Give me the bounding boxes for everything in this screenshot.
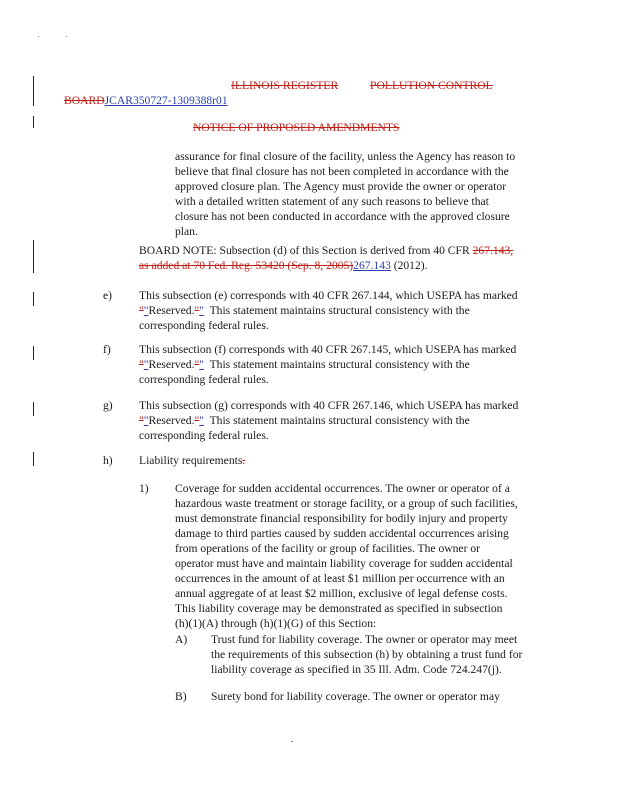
item-A-text: Trust fund for liability coverage. The owner or operator may meet the requirements of this subsection (h) by obtaining a trust fund for liability coverage as specified in 35 Ill. Adm. Code 724.247(j). <box>211 633 523 676</box>
item-label-A: A) <box>175 633 188 646</box>
scan-speck <box>291 741 293 742</box>
section-h-title: Liability requirements. <box>139 454 246 467</box>
item-B-text: Surety bond for liability coverage. The owner or operator may <box>211 690 500 703</box>
item-f-text: This subsection (f) corresponds with 40 CFR 267.145, which USEPA has marked ""Reserved."" This statement maintains structural consistency with the corresponding federal rules. <box>139 343 517 386</box>
docket-number: JCAR350727-1309388r01 <box>104 94 228 107</box>
register-header <box>231 78 493 93</box>
board-struck: BOARD <box>64 94 105 107</box>
item-label-e: e) <box>103 289 113 302</box>
item-label-f: f) <box>103 343 111 356</box>
change-bar <box>33 240 34 273</box>
change-bar <box>33 346 34 360</box>
item-label-g: g) <box>103 399 113 412</box>
change-bar <box>33 292 34 306</box>
item-e-text: This subsection (e) corresponds with 40 CFR 267.144, which USEPA has marked ""Reserved."" This statement maintains structural consistency with the corresponding federal rules. <box>139 289 518 332</box>
register-title: ILLINOIS REGISTER <box>231 79 339 92</box>
docket-line <box>64 93 228 108</box>
change-bar <box>33 76 34 106</box>
item-label-h: h) <box>103 454 113 467</box>
item-h1-text: Coverage for sudden accidental occurrences. The owner or operator of a hazardous waste treatment or storage facility, or a group of such facilities, must demonstrate financial responsibility for bodily injury and property damage to third parties caused by sudden accidental occurrences arising from operations of the facility or group of facilities. The owner or operator must have and maintain liability coverage for sudden accidental occurrences in the amount of at least $1 million per occurrence with an annual aggregate of at least $2 million, exclusive of legal defense costs. This liability coverage may be demonstrated as specified in subsection (h)(1)(A) through (h)(1)(G) of this Section: <box>175 482 518 630</box>
change-bar <box>33 402 34 416</box>
closure-paragraph: assurance for final closure of the facility, unless the Agency has reason to believe that final closure has not been completed in accordance with the approved closure plan. The Agency must provide the owner or operator with a detailed written statement of any such reasons to believe that closure has not been conducted in accordance with the approved closure plan. <box>175 150 516 238</box>
change-bar <box>33 452 34 466</box>
change-bar <box>33 116 34 128</box>
item-label-B: B) <box>175 690 187 703</box>
scan-speck <box>38 36 39 37</box>
notice-title: NOTICE OF PROPOSED AMENDMENTS <box>193 121 400 134</box>
item-g-text: This subsection (g) corresponds with 40 CFR 267.146, which USEPA has marked ""Reserved."" This statement maintains structural consistency with the corresponding federal rules. <box>139 399 519 442</box>
scan-speck <box>66 36 67 37</box>
item-label-h1: 1) <box>139 482 149 495</box>
agency-title: POLLUTION CONTROL <box>370 79 493 92</box>
board-note: BOARD NOTE: Subsection (d) of this Section is derived from 40 CFR 267.143, as added at 70 Fed. Reg. 53420 (Sep. 8, 2005)267.143 (2012). <box>139 244 514 272</box>
